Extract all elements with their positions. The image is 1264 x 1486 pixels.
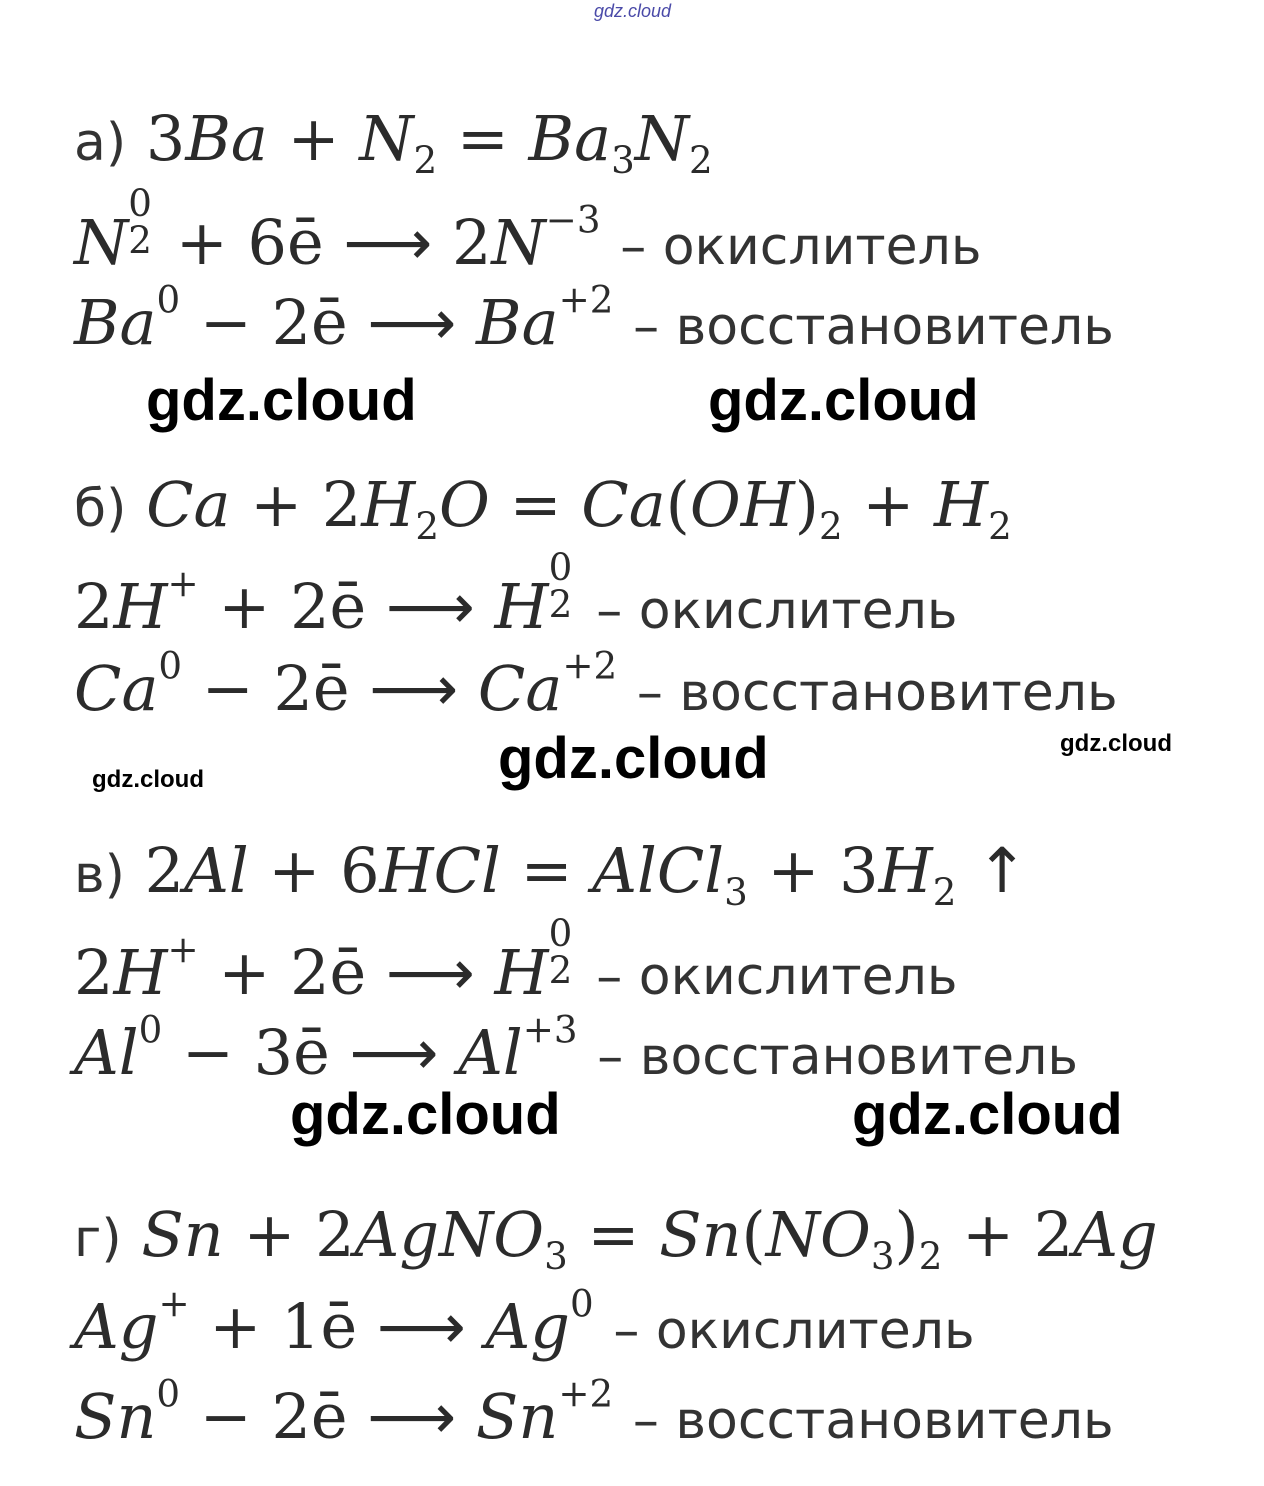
half-reaction-v-oxidizer	[74, 911, 958, 1009]
section-prefix-v: в)	[74, 845, 125, 905]
watermark-top: gdz.cloud	[594, 1, 672, 21]
half-reaction-g-red-math: $Sn^0$ − 2ē ⟶ $Sn^{+2}$	[74, 1371, 614, 1453]
section-prefix-g: г)	[74, 1209, 122, 1269]
reducer-label-v: – восстановитель	[597, 1027, 1079, 1087]
half-reaction-v-ox-math: 2H+ + 2ē ⟶ H 0 2	[74, 911, 573, 1009]
half-reaction-b-red-math: $Ca^0$ − 2ē ⟶ $Ca^{+2}$	[74, 643, 618, 725]
half-reaction-v-reducer	[74, 1007, 1079, 1089]
half-reaction-v-red-math: $Al^0$ − 3ē ⟶ $Al^{+3}$	[74, 1007, 578, 1089]
half-reaction-a-ox-math: N 0 2 + 6ē ⟶ $2N^{-3}$	[74, 181, 601, 279]
half-reaction-b-oxidizer	[74, 545, 958, 643]
half-reaction-b-ox-math: 2H+ + 2ē ⟶ H 0 2	[74, 545, 573, 643]
reducer-label-g: – восстановитель	[632, 1391, 1114, 1451]
section-prefix-b: б)	[74, 479, 127, 539]
watermark: gdz.cloud	[290, 1082, 561, 1147]
watermark: gdz.cloud	[1060, 730, 1172, 757]
half-reaction-g-oxidizer	[74, 1281, 975, 1363]
half-reaction-g-ox-math: Ag+ + 1ē ⟶ Ag$^0$	[74, 1281, 594, 1363]
half-reaction-g-reducer	[74, 1371, 1114, 1453]
equation-a	[74, 102, 713, 183]
watermark: gdz.cloud	[852, 1082, 1123, 1147]
section-prefix-a: а)	[74, 113, 127, 173]
equation-v-math: 2Al + 6HCl = AlCl$_3$ + $3H_2$ ↑	[144, 834, 1029, 915]
watermark: gdz.cloud	[708, 368, 979, 433]
half-reaction-a-reducer	[74, 277, 1114, 359]
half-reaction-b-reducer	[74, 643, 1118, 725]
oxidizer-label-b: – окислитель	[596, 581, 958, 641]
equation-b-math: $Ca + 2H_2O = Ca(OH)_2 + H_2$	[146, 468, 1012, 549]
equation-b	[74, 468, 1012, 549]
watermark: gdz.cloud	[498, 726, 769, 791]
equation-g	[74, 1198, 1158, 1279]
equation-a-math: $3Ba + N_2 = Ba_3N_2$	[145, 102, 713, 183]
oxidizer-label-g: – окислитель	[613, 1301, 975, 1361]
watermark: gdz.cloud	[146, 368, 417, 433]
reducer-label-b: – восстановитель	[636, 663, 1118, 723]
half-reaction-a-red-math: $Ba^0$ − 2ē ⟶ $Ba^{+2}$	[74, 277, 614, 359]
equation-v	[74, 834, 1029, 915]
oxidizer-label-v: – окислитель	[596, 947, 958, 1007]
oxidizer-label-a: – окислитель	[620, 217, 982, 277]
half-reaction-a-oxidizer	[74, 181, 982, 279]
reducer-label-a: – восстановитель	[633, 297, 1114, 357]
watermark: gdz.cloud	[92, 766, 204, 793]
equation-g-math: Sn + 2AgNO$_3$ = $Sn(NO_3)_2 + 2Ag$	[141, 1198, 1158, 1279]
